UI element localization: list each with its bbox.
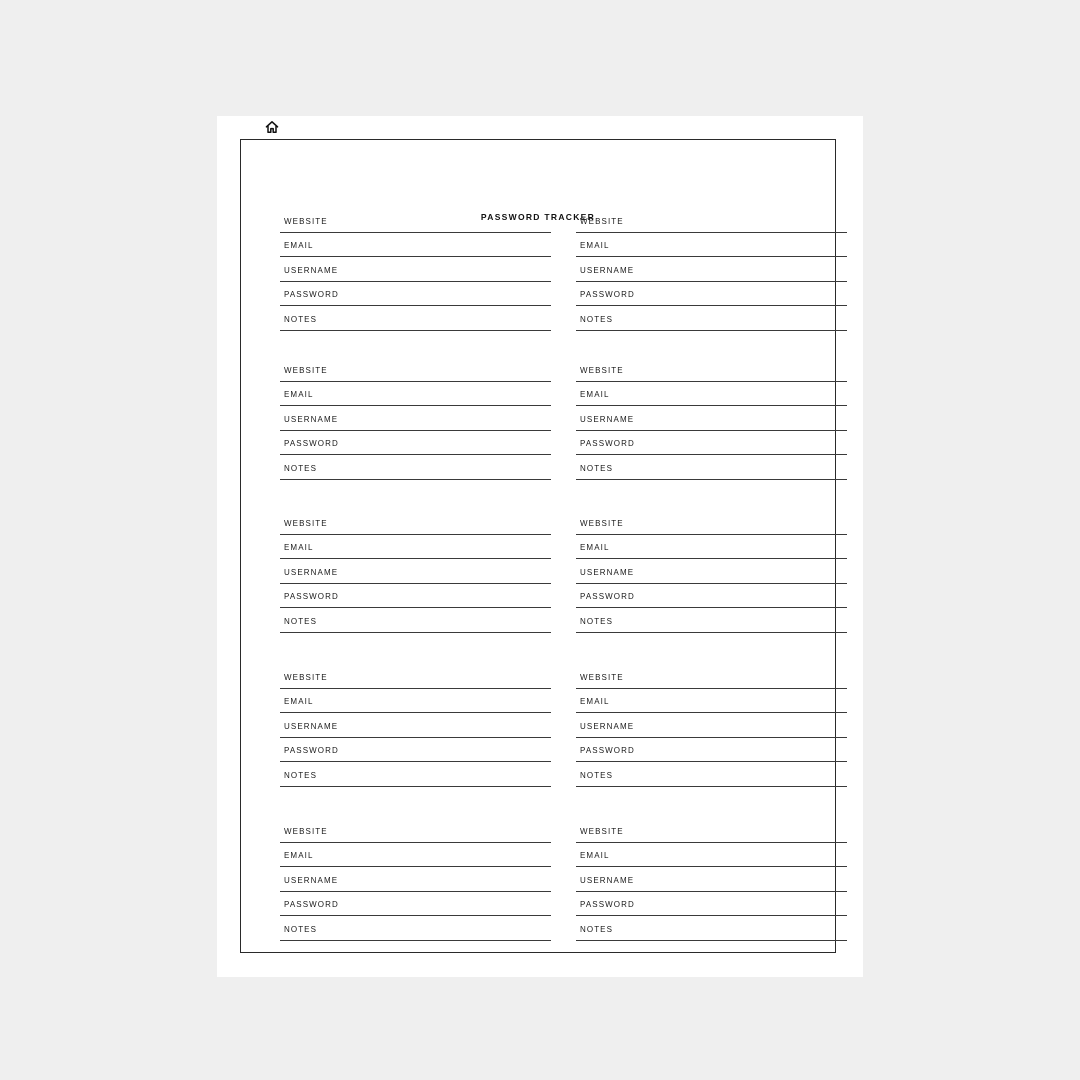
website-label: WEBSITE (284, 216, 328, 226)
website-row[interactable] (280, 818, 551, 843)
username-row[interactable] (576, 867, 847, 892)
page-title: PASSWORD TRACKER (480, 212, 596, 222)
username-label: USERNAME (580, 567, 635, 577)
entry-block (280, 357, 551, 480)
website-row[interactable] (280, 208, 551, 233)
password-label: PASSWORD (580, 900, 635, 909)
entry-block (576, 208, 847, 331)
notes-row[interactable] (280, 762, 551, 787)
entry-block (280, 664, 551, 787)
notes-label: NOTES (284, 770, 318, 780)
website-row[interactable] (576, 818, 847, 843)
password-label: PASSWORD (580, 439, 635, 448)
username-label: USERNAME (284, 414, 339, 424)
website-label: WEBSITE (580, 518, 624, 528)
notes-row[interactable] (576, 455, 847, 480)
home-icon-glyph (265, 120, 279, 134)
password-row[interactable] (576, 584, 847, 609)
notes-row[interactable] (576, 608, 847, 633)
email-row[interactable] (576, 535, 847, 560)
username-row[interactable] (280, 406, 551, 431)
website-row[interactable] (280, 357, 551, 382)
password-row[interactable] (576, 738, 847, 763)
password-label: PASSWORD (284, 592, 339, 601)
username-label: USERNAME (284, 721, 339, 731)
entry-block (280, 208, 551, 331)
notes-label: NOTES (284, 924, 318, 934)
username-row[interactable] (280, 713, 551, 738)
username-label: USERNAME (284, 265, 339, 275)
email-row[interactable] (576, 233, 847, 258)
website-label: WEBSITE (284, 826, 328, 836)
website-row[interactable] (576, 208, 847, 233)
notes-row[interactable] (576, 762, 847, 787)
website-label: WEBSITE (580, 672, 624, 682)
entry-block (280, 510, 551, 633)
page-frame (240, 139, 836, 953)
notes-label: NOTES (284, 463, 318, 473)
email-row[interactable] (280, 382, 551, 407)
website-row[interactable] (576, 664, 847, 689)
website-label: WEBSITE (284, 672, 328, 682)
password-row[interactable] (576, 892, 847, 917)
website-label: WEBSITE (580, 216, 624, 226)
notes-label: NOTES (580, 616, 614, 626)
email-label: EMAIL (284, 697, 314, 706)
email-label: EMAIL (284, 851, 314, 860)
website-label: WEBSITE (284, 518, 328, 528)
planner-page (217, 116, 863, 977)
notes-row[interactable] (280, 916, 551, 941)
username-row[interactable] (576, 406, 847, 431)
entry-block (576, 357, 847, 480)
email-label: EMAIL (580, 851, 610, 860)
entry-block (576, 510, 847, 633)
email-row[interactable] (576, 382, 847, 407)
username-row[interactable] (576, 559, 847, 584)
notes-label: NOTES (580, 924, 614, 934)
username-label: USERNAME (580, 414, 635, 424)
email-label: EMAIL (284, 390, 314, 399)
email-label: EMAIL (580, 697, 610, 706)
username-label: USERNAME (580, 721, 635, 731)
email-label: EMAIL (580, 543, 610, 552)
email-row[interactable] (576, 689, 847, 714)
username-row[interactable] (280, 559, 551, 584)
email-row[interactable] (280, 689, 551, 714)
notes-label: NOTES (284, 616, 318, 626)
email-label: EMAIL (284, 543, 314, 552)
notes-row[interactable] (576, 916, 847, 941)
username-label: USERNAME (284, 875, 339, 885)
notes-label: NOTES (580, 463, 614, 473)
username-label: USERNAME (580, 875, 635, 885)
password-row[interactable] (576, 431, 847, 456)
notes-row[interactable] (280, 455, 551, 480)
notes-label: NOTES (580, 770, 614, 780)
email-row[interactable] (280, 233, 551, 258)
entry-block (576, 664, 847, 787)
email-label: EMAIL (580, 390, 610, 399)
email-label: EMAIL (284, 241, 314, 250)
website-label: WEBSITE (284, 365, 328, 375)
password-row[interactable] (280, 584, 551, 609)
website-label: WEBSITE (580, 365, 624, 375)
password-row[interactable] (280, 431, 551, 456)
password-row[interactable] (576, 282, 847, 307)
website-row[interactable] (576, 357, 847, 382)
password-label: PASSWORD (284, 900, 339, 909)
notes-label: NOTES (580, 314, 614, 324)
notes-row[interactable] (280, 306, 551, 331)
entry-block (576, 818, 847, 941)
email-row[interactable] (280, 535, 551, 560)
home-icon[interactable] (265, 120, 279, 134)
email-row[interactable] (280, 843, 551, 868)
password-label: PASSWORD (284, 290, 339, 299)
password-row[interactable] (280, 282, 551, 307)
username-row[interactable] (576, 713, 847, 738)
username-label: USERNAME (580, 265, 635, 275)
website-row[interactable] (280, 664, 551, 689)
email-label: EMAIL (580, 241, 610, 250)
notes-row[interactable] (280, 608, 551, 633)
website-label: WEBSITE (580, 826, 624, 836)
entry-block (280, 818, 551, 941)
username-label: USERNAME (284, 567, 339, 577)
password-label: PASSWORD (284, 746, 339, 755)
notes-row[interactable] (576, 306, 847, 331)
username-row[interactable] (280, 257, 551, 282)
website-row[interactable] (576, 510, 847, 535)
username-row[interactable] (576, 257, 847, 282)
username-row[interactable] (280, 867, 551, 892)
password-label: PASSWORD (284, 439, 339, 448)
password-row[interactable] (280, 892, 551, 917)
password-label: PASSWORD (580, 290, 635, 299)
notes-label: NOTES (284, 314, 318, 324)
email-row[interactable] (576, 843, 847, 868)
password-label: PASSWORD (580, 592, 635, 601)
website-row[interactable] (280, 510, 551, 535)
password-label: PASSWORD (580, 746, 635, 755)
password-row[interactable] (280, 738, 551, 763)
